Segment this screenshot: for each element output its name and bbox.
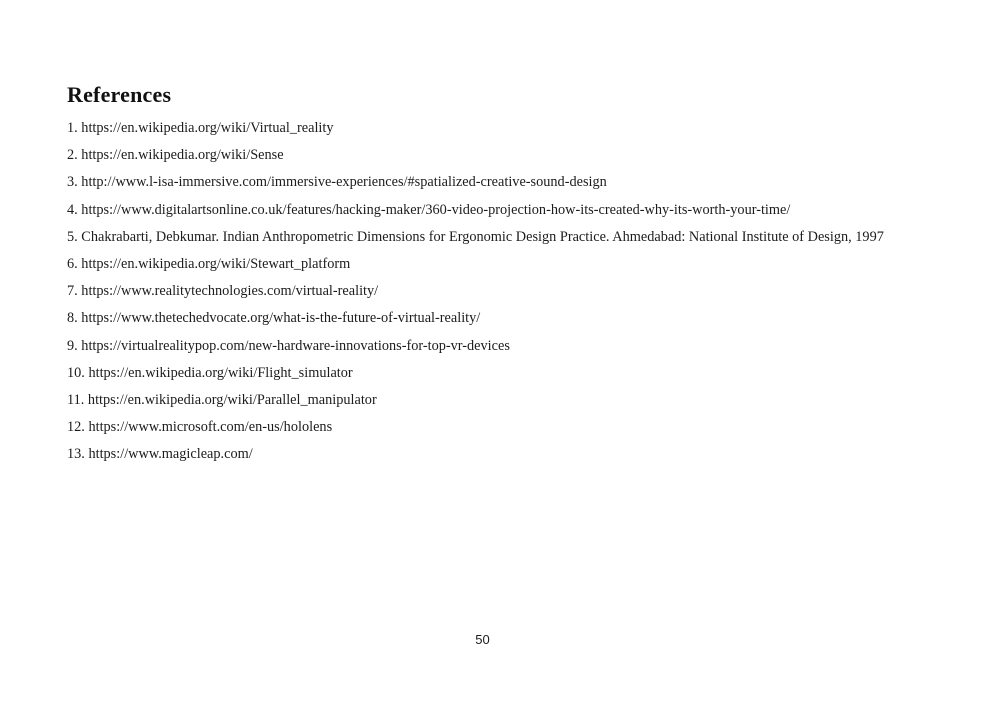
reference-item: 3. http://www.l-isa-immersive.com/immersive-experiences/#spatialized-creative-sound-design: [67, 174, 607, 191]
reference-item: 5. Chakrabarti, Debkumar. Indian Anthropometric Dimensions for Ergonomic Design Practice. Ahmedabad: National Institute of Design, 1997: [67, 228, 884, 245]
reference-item: 4. https://www.digitalartsonline.co.uk/features/hacking-maker/360-video-projection-how-its-created-why-its-worth-your-time/: [67, 201, 791, 218]
reference-item: 1. https://en.wikipedia.org/wiki/Virtual_reality: [67, 120, 334, 136]
reference-item: 12. https://www.microsoft.com/en-us/hololens: [67, 419, 333, 436]
reference-item: 9. https://virtualrealitypop.com/new-hardware-innovations-for-top-vr-devices: [67, 337, 510, 354]
reference-item: 11. https://en.wikipedia.org/wiki/Parallel_manipulator: [67, 392, 377, 409]
references-list: [67, 115, 980, 469]
reference-item: 13. https://www.magicleap.com/: [67, 446, 253, 463]
page-number: 50: [475, 632, 490, 647]
reference-item: 2. https://en.wikipedia.org/wiki/Sense: [67, 147, 284, 164]
reference-item: 7. https://www.realitytechnologies.com/virtual-reality/: [67, 283, 379, 300]
reference-item: 8. https://www.thetechedvocate.org/what-is-the-future-of-virtual-reality/: [67, 310, 481, 327]
references-heading: References: [67, 82, 172, 107]
reference-item: 6. https://en.wikipedia.org/wiki/Stewart_platform: [67, 256, 351, 273]
reference-item: 10. https://en.wikipedia.org/wiki/Flight_simulator: [67, 364, 353, 381]
